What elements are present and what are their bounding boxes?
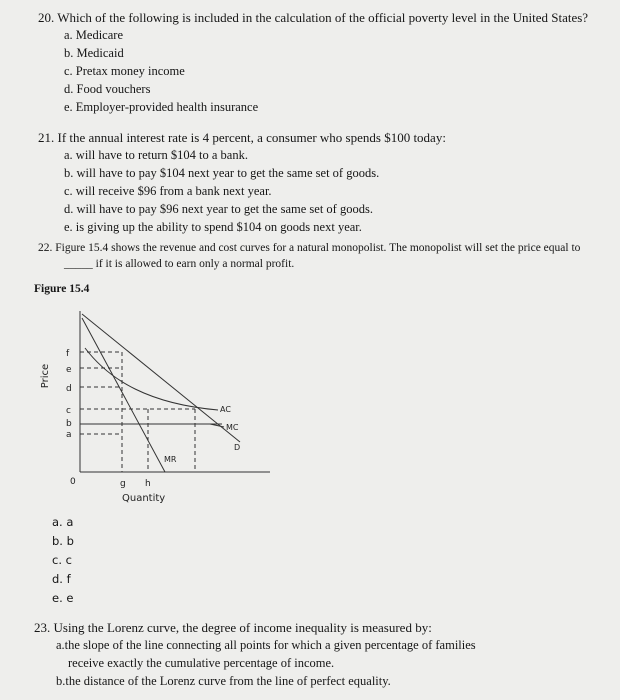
q20-stem: 20. Which of the following is included in the calculation of the official poverty level in the United States? <box>38 10 589 25</box>
q20-option-d: d. Food vouchers <box>64 82 151 96</box>
q21-option-b: b. will have to pay $104 next year to get the same set of goods. <box>64 166 380 180</box>
price-tick-e: e <box>66 365 72 375</box>
price-tick-c: c <box>66 406 71 416</box>
ac-curve <box>85 348 218 410</box>
ac-label: AC <box>220 405 231 414</box>
q22-option-d: d. f <box>52 572 71 586</box>
q21-stem: 21. If the annual interest rate is 4 percent, a consumer who spends $100 today: <box>38 130 446 145</box>
price-tick-f: f <box>66 349 70 359</box>
q22-option-e: e. e <box>52 591 74 605</box>
q22-option-a: a. a <box>52 515 74 529</box>
q20-option-e: e. Employer-provided health insurance <box>64 100 259 114</box>
mr-label: MR <box>164 455 177 464</box>
q21-option-d: d. will have to pay $96 next year to get the same set of goods. <box>64 202 373 216</box>
q21-option-c: c. will receive $96 from a bank next year. <box>64 184 272 198</box>
qty-tick-g: g <box>120 479 126 489</box>
price-tick-b: b <box>66 419 72 429</box>
q23-option-a-line2: receive exactly the cumulative percentage of income. <box>68 656 335 670</box>
q21-option-a: a. will have to return $104 to a bank. <box>64 148 248 162</box>
mr-curve <box>82 318 165 472</box>
q20-option-b: b. Medicaid <box>64 46 124 60</box>
q23-option-a-line1: a.the slope of the line connecting all points for which a given percentage of families <box>56 638 476 652</box>
q23-option-b: b.the distance of the Lorenz curve from the line of perfect equality. <box>56 674 391 688</box>
q22-stem-line2: _____ if it is allowed to earn only a normal profit. <box>64 258 295 270</box>
mc-label: MC <box>226 423 239 432</box>
dashed-guides <box>80 352 195 472</box>
figure-15-4 <box>30 296 310 506</box>
demand-label: D <box>234 443 241 452</box>
q20-option-a: a. Medicare <box>64 28 123 42</box>
q22-option-b: b. b <box>52 534 74 548</box>
q21-option-e: e. is giving up the ability to spend $104 on goods next year. <box>64 220 362 234</box>
q22-stem-line1: 22. Figure 15.4 shows the revenue and cost curves for a natural monopolist. The monopolist will set the price equal to <box>38 242 581 254</box>
price-tick-a: a <box>66 430 72 440</box>
demand-curve <box>82 314 240 442</box>
q20-option-c: c. Pretax money income <box>64 64 185 78</box>
price-tick-d: d <box>66 384 72 394</box>
x-axis-label: Quantity <box>122 493 166 504</box>
q22-option-c: c. c <box>52 553 72 567</box>
origin-label: 0 <box>70 477 76 487</box>
qty-tick-h: h <box>145 479 151 489</box>
q23-stem: 23. Using the Lorenz curve, the degree of income inequality is measured by: <box>34 620 432 635</box>
y-axis-label: Price <box>40 363 51 389</box>
figure-title: Figure 15.4 <box>34 283 90 295</box>
